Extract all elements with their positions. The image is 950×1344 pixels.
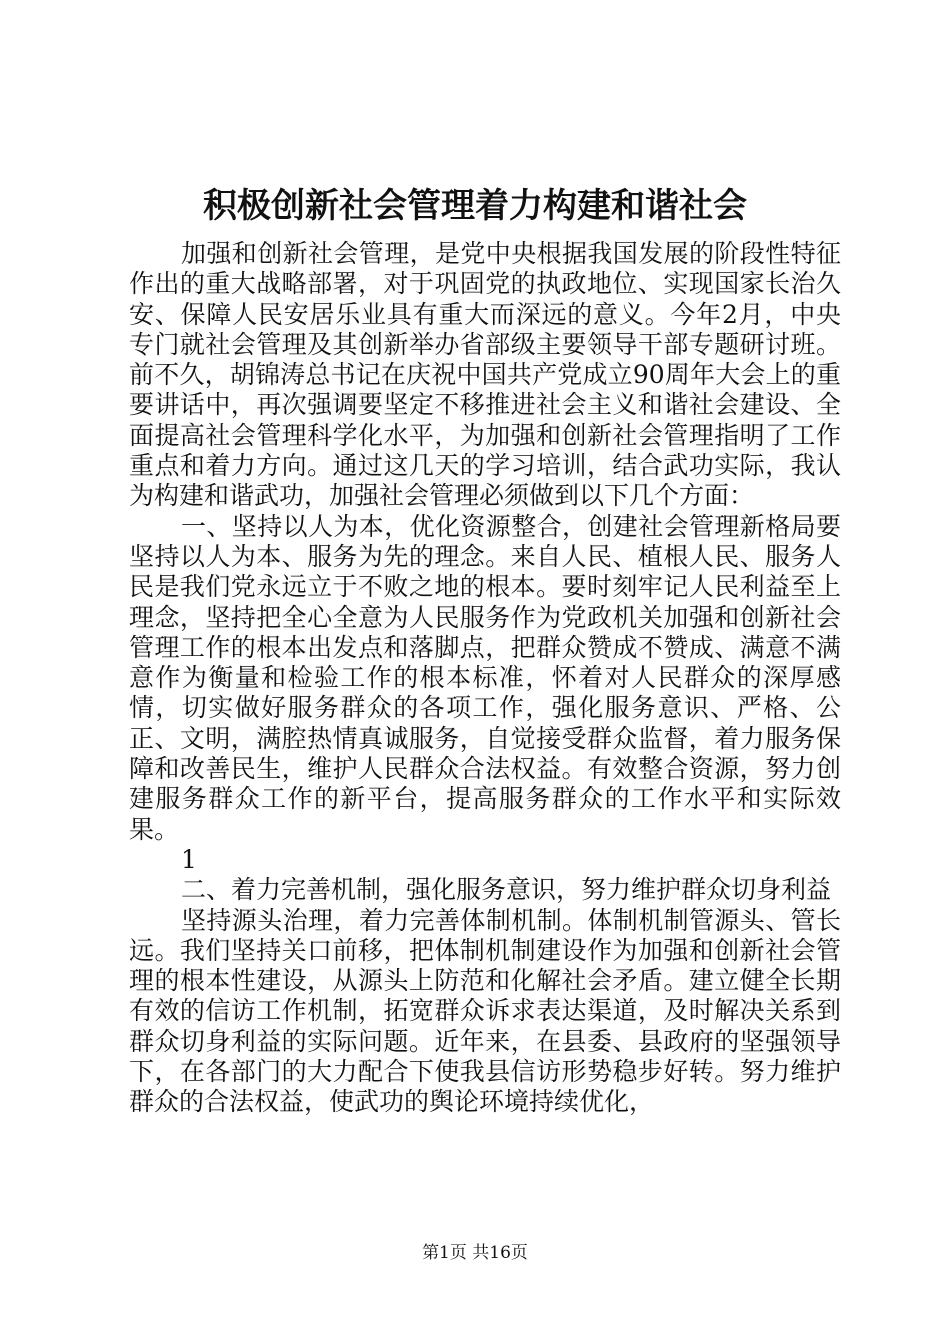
paragraph-section-two-heading: 二、着力完善机制，强化服务意识，努力维护群众切身利益 [181, 875, 832, 905]
paragraph-intro: 加强和创新社会管理，是党中央根据我国发展的阶段性特征作出的重大战略部署，对于巩固党的执政地位、实现国家长治久安、保障人民安居乐业具有重大而深远的意义。今年2月，中央专门就社会管理及其创新举办省部级主要领导干部专题研讨班。前不久，胡锦涛总书记在庆祝中国共产党成立90周年大会上的重要讲话中，再次强调要坚定不移推进社会主义和谐社会建设、全面提高社会管理科学化水平，为加强和创新社会管理指明了工作重点和着力方向。通过这几天的学习培训，结合武功实际，我认为构建和谐武功，加强社会管理必须做到以下几个方面： [129, 239, 841, 511]
document-title: 积极创新社会管理着力构建和谐社会 [203, 186, 747, 226]
paragraph-section-one: 一、坚持以人为本，优化资源整合，创建社会管理新格局要坚持以人为本、服务为先的理念。来自人民、植根人民、服务人民是我们党永远立于不败之地的根本。要时刻牢记人民利益至上理念，坚持把全心全意为人民服务作为党政机关加强和创新社会管理工作的根本出发点和落脚点，把群众赞成不赞成、满意不满意作为衡量和检验工作的根本标准，怀着对人民群众的深厚感情，切实做好服务群众的各项工作，强化服务意识、严格、公正、文明，满腔热情真诚服务，自觉接受群众监督，着力服务保障和改善民生，维护人民群众合法权益。有效整合资源，努力创建服务群众工作的新平台，提高服务群众的工作水平和实际效果。 [129, 511, 841, 844]
inline-page-number: 1 [181, 844, 197, 874]
page-footer: 第1页 共16页 [422, 1243, 528, 1263]
paragraph-section-two-body: 坚持源头治理，着力完善体制机制。体制机制管源头、管长远。我们坚持关口前移，把体制机制建设作为加强和创新社会管理的根本性建设，从源头上防范和化解社会矛盾。建立健全长期有效的信访工作机制，拓宽群众诉求表达渠道，及时解决关系到群众切身利益的实际问题。近年来，在县委、县政府的坚强领导下，在各部门的大力配合下使我县信访形势稳步好转。努力维护群众的合法权益，使武功的舆论环境持续优化， [129, 905, 841, 1117]
document-body [129, 239, 841, 1118]
